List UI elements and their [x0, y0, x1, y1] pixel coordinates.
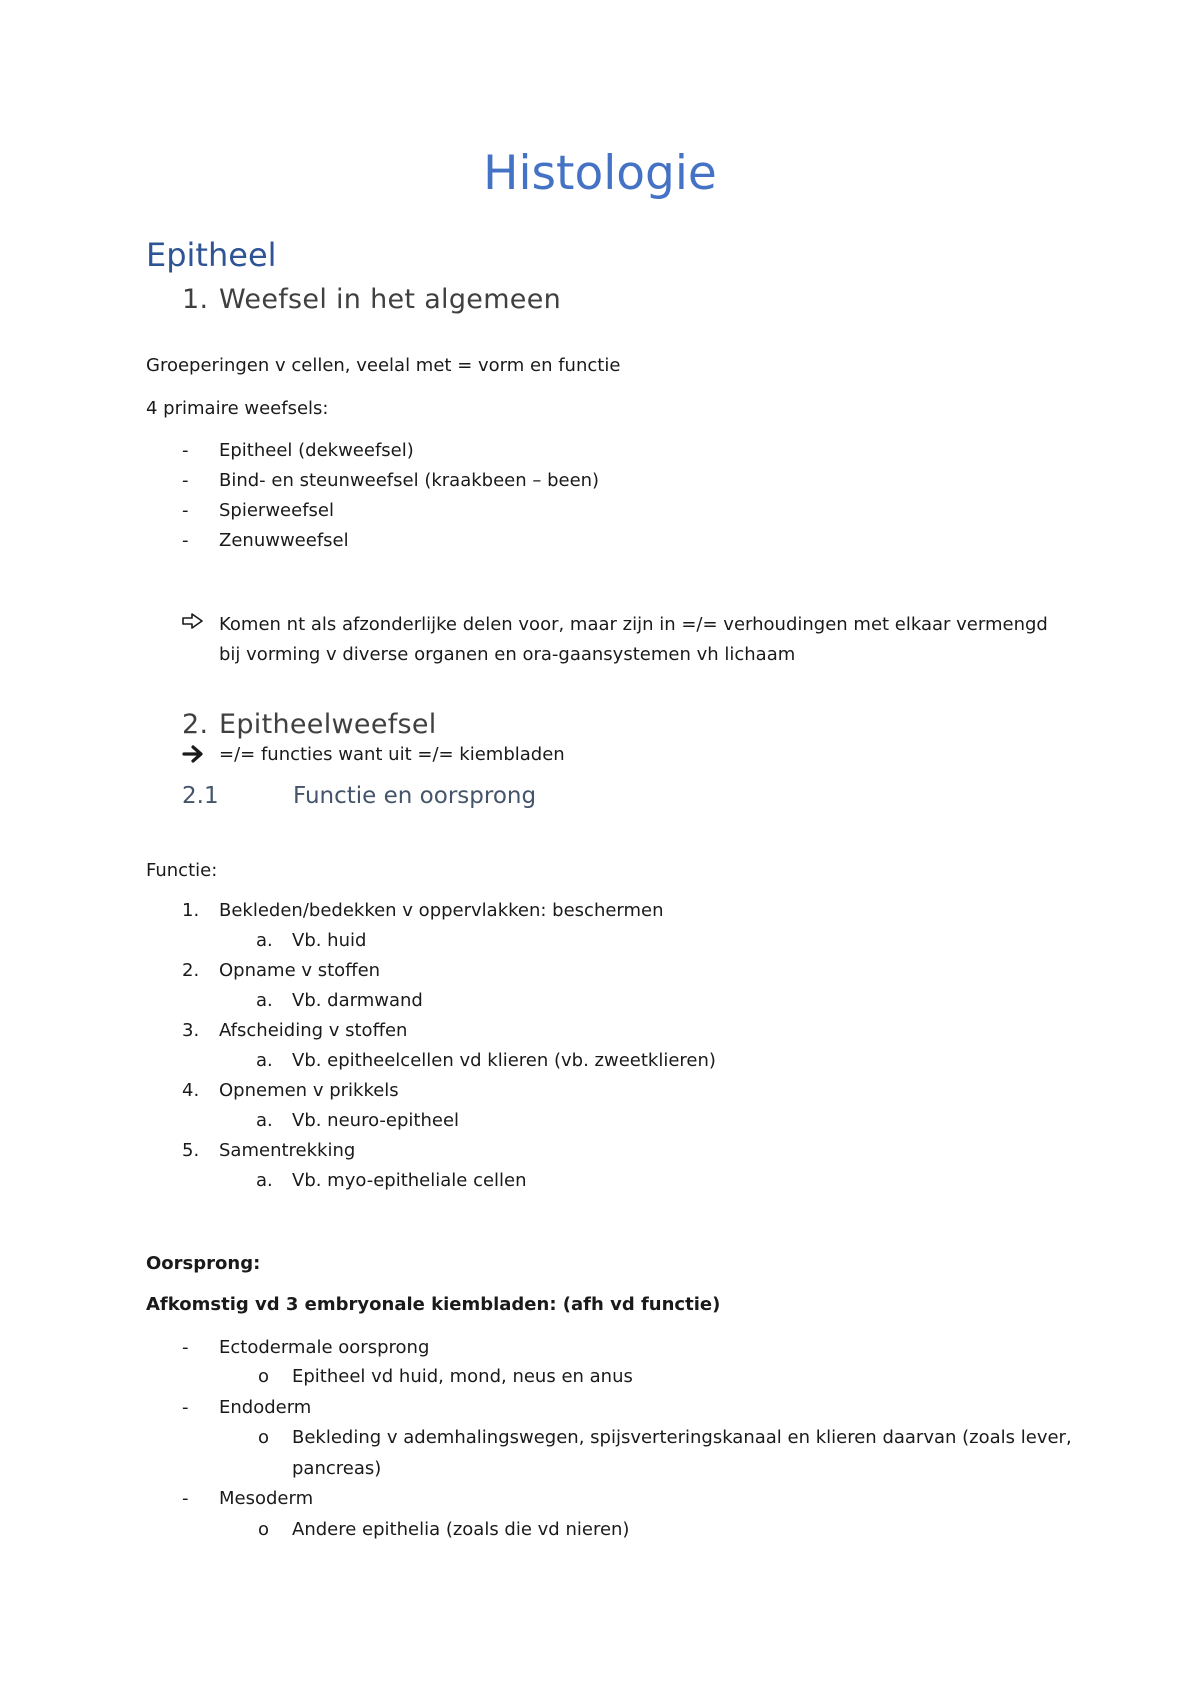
list-item: Ectodermale oorsprong [219, 1337, 430, 1358]
paragraph-primaire-weefsels: 4 primaire weefsels: [146, 398, 329, 419]
sub-list-item: Epitheel vd huid, mond, neus en anus [292, 1366, 633, 1387]
sub-list-item: Vb. myo-epitheliale cellen [292, 1170, 527, 1191]
note-line-1: Komen nt als afzonderlijke delen voor, maar zijn in =/= verhoudingen met elkaar vermengd [219, 614, 1048, 635]
list-item: Epitheel (dekweefsel) [219, 440, 414, 461]
sub-list-marker: a. [256, 930, 273, 951]
sub-list-marker: a. [256, 1110, 273, 1131]
oorsprong-label: Oorsprong: [146, 1253, 261, 1274]
heading-epitheel: Epitheel [146, 236, 277, 274]
list-item: Afscheiding v stoffen [219, 1020, 408, 1041]
dash-marker: - [182, 530, 189, 551]
sub-list-item: Vb. huid [292, 930, 367, 951]
list-item: Bind- en steunweefsel (kraakbeen – been) [219, 470, 600, 491]
paragraph-groeperingen: Groeperingen v cellen, veelal met = vorm en functie [146, 355, 621, 376]
list-item: Zenuwweefsel [219, 530, 349, 551]
arrow-right-icon [182, 744, 204, 768]
list-number: 4. [182, 1080, 200, 1101]
list-item: Mesoderm [219, 1488, 314, 1509]
sub-list-item: Vb. darmwand [292, 990, 423, 1011]
sub-list-marker: a. [256, 1050, 273, 1071]
list-number: 3. [182, 1020, 200, 1041]
oorsprong-intro: Afkomstig vd 3 embryonale kiembladen: (afh vd functie) [146, 1294, 721, 1315]
dash-marker: - [182, 1337, 189, 1358]
sub-list-item: Vb. epitheelcellen vd klieren (vb. zweetklieren) [292, 1050, 716, 1071]
sub-list-item: Vb. neuro-epitheel [292, 1110, 460, 1131]
sub-list-item-continuation: pancreas) [292, 1458, 382, 1479]
dash-marker: - [182, 1488, 189, 1509]
dash-marker: - [182, 440, 189, 461]
list-item: Endoderm [219, 1397, 312, 1418]
sub-list-marker: a. [256, 990, 273, 1011]
bullet-o-marker: o [258, 1366, 270, 1387]
bullet-o-marker: o [258, 1519, 270, 1540]
section2-heading: Epitheelweefsel [219, 709, 437, 740]
sub-list-marker: a. [256, 1170, 273, 1191]
list-item: Bekleden/bedekken v oppervlakken: beschermen [219, 900, 664, 921]
list-number: 1. [182, 900, 200, 921]
note-line-2: bij vorming v diverse organen en ora-gaansystemen vh lichaam [219, 644, 796, 665]
subsection-number: 2.1 [182, 783, 219, 809]
section1-heading: Weefsel in het algemeen [219, 284, 562, 315]
dash-marker: - [182, 470, 189, 491]
list-number: 2. [182, 960, 200, 981]
arrow-note: =/= functies want uit =/= kiembladen [219, 744, 565, 765]
list-item: Spierweefsel [219, 500, 334, 521]
list-item: Samentrekking [219, 1140, 356, 1161]
list-item: Opname v stoffen [219, 960, 381, 981]
sub-list-item: Bekleding v ademhalingswegen, spijsverteringskanaal en klieren daarvan (zoals lever, [292, 1427, 1072, 1448]
dash-marker: - [182, 1397, 189, 1418]
bullet-o-marker: o [258, 1427, 270, 1448]
section2-number: 2. [182, 709, 209, 740]
sub-list-item: Andere epithelia (zoals die vd nieren) [292, 1519, 630, 1540]
dash-marker: - [182, 500, 189, 521]
list-item: Opnemen v prikkels [219, 1080, 399, 1101]
list-number: 5. [182, 1140, 200, 1161]
subsection-heading: Functie en oorsprong [293, 783, 537, 809]
section1-number: 1. [182, 284, 209, 315]
hollow-arrow-icon [182, 612, 204, 634]
functie-label: Functie: [146, 860, 218, 881]
document-title: Histologie [483, 146, 717, 201]
